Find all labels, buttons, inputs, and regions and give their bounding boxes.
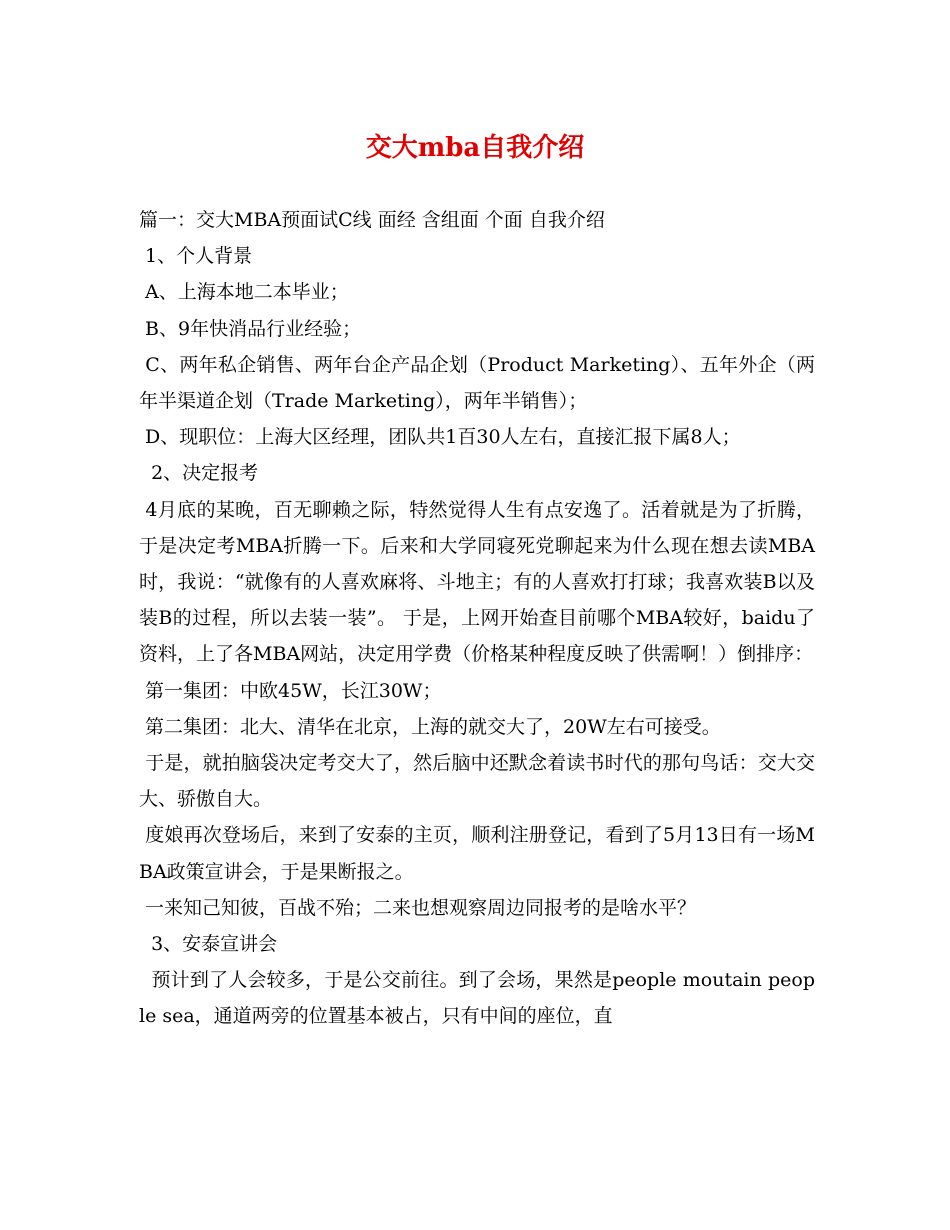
paragraph: 1、个人背景: [139, 245, 253, 268]
paragraph: 一来知己知彼，百战不殆；二来也想观察周边同报考的是啥水平？: [139, 896, 697, 919]
paragraph: C、两年私企销售、两年台企产品企划（Product Marketing）、五年外企（两年半渠道企划（Trade Marketing），两年半销售）；: [139, 353, 815, 413]
paragraph: 2、决定报考: [139, 462, 259, 485]
paragraph: 于是，就拍脑袋决定考交大了，然后脑中还默念着读书时代的那句鸟话：交大交大、骄傲自大。: [139, 752, 815, 811]
paragraph: 预计到了人会较多，于是公交前往。到了会场，果然是people moutain people sea，通道两旁的位置基本被占，只有中间的座位，直: [139, 969, 815, 1028]
paragraph: 第二集团：北大、清华在北京，上海的就交大了，20W左右可接受。: [139, 715, 721, 738]
paragraph: A、上海本地二本毕业；: [139, 281, 349, 304]
document-title: 交大mba自我介绍: [365, 133, 585, 163]
paragraph: 篇一：交大MBA预面试C线 面经 含组面 个面 自我介绍: [139, 209, 605, 231]
paragraph: B、9年快消品行业经验；: [139, 317, 362, 340]
document-body: [139, 202, 815, 1035]
paragraph: 3、安泰宣讲会: [139, 933, 278, 956]
paragraph: 第一集团：中欧45W，长江30W；: [139, 679, 442, 702]
paragraph: D、现职位：上海大区经理，团队共1百30人左右，直接汇报下属8人；: [139, 426, 741, 449]
paragraph: 度娘再次登场后，来到了安泰的主页，顺利注册登记，看到了5月13日有一场MBA政策宣讲会，于是果断报之。: [139, 824, 815, 883]
paragraph: 4月底的某晚，百无聊赖之际，特然觉得人生有点安逸了。活着就是为了折腾，于是决定考MBA折腾一下。后来和大学同寝死党聊起来为什么现在想去读MBA时，我说：“就像有的人喜欢麻将、斗地主；有的人喜欢打打球；我喜欢装B以及装B的过程，所以去装一装”。 于是，上网开始查目前哪个MBA较好，baidu了资料，上了各MBA网站，决定用学费（价格某种程度反映了供需啊！）倒排序：: [139, 498, 816, 666]
